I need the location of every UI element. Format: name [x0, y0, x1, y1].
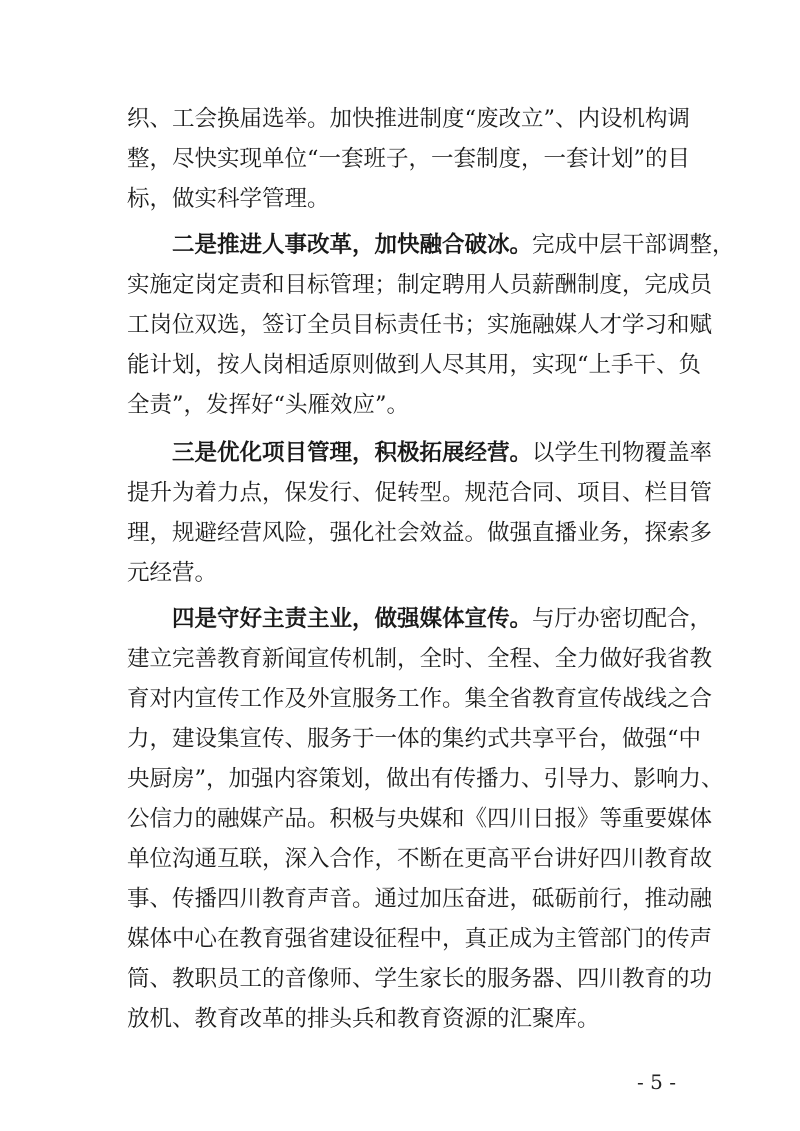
paragraph-heading: 三是优化项目管理，积极拓展经营。 — [172, 440, 533, 466]
paragraph-line: 事、传播四川教育声音。通过加压奋进，砥砺前行，推动融 — [127, 886, 713, 912]
paragraph-line: 工岗位双选，签订全员目标责任书；实施融媒人才学习和赋 — [127, 312, 713, 338]
paragraph-text: 完成中层干部调整， — [532, 232, 735, 258]
paragraph-line: 公信力的融媒产品。积极与央媒和《四川日报》等重要媒体 — [127, 806, 713, 832]
paragraph-line: 元经营。 — [127, 560, 218, 586]
paragraph-line: 育对内宣传工作及外宣服务工作。集全省教育宣传战线之合 — [127, 686, 713, 712]
paragraph-line: 能计划，按人岗相适原则做到人尽其用，实现“上手干、负 — [127, 352, 702, 378]
paragraph-text: 与厅办密切配合， — [532, 606, 713, 632]
paragraph-line: 放机、教育改革的排头兵和教育资源的汇聚库。 — [127, 1006, 600, 1032]
paragraph-line: 标，做实科学管理。 — [127, 186, 330, 212]
paragraph-line: 织、工会换届选举。加快推进制度“废改立”、内设机构调 — [127, 106, 691, 132]
paragraph-heading: 四是守好主责主业，做强媒体宣传。 — [172, 606, 533, 632]
paragraph-heading: 二是推进人事改革，加快融合破冰。 — [172, 232, 533, 258]
paragraph-line: 央厨房”，加强内容策划，做出有传播力、引导力、影响力、 — [127, 766, 724, 792]
paragraph-line: 整，尽快实现单位“一套班子，一套制度，一套计划”的目 — [127, 146, 691, 172]
paragraph-line: 建立完善教育新闻宣传机制，全时、全程、全力做好我省教 — [127, 646, 713, 672]
paragraph-first-line — [172, 228, 735, 262]
paragraph-line: 理，规避经营风险，强化社会效益。做强直播业务，探索多 — [127, 520, 713, 546]
paragraph-text: 以学生刊物覆盖率 — [532, 440, 713, 466]
paragraph-first-line — [172, 436, 713, 470]
paragraph-line: 实施定岗定责和目标管理；制定聘用人员薪酬制度，完成员 — [127, 272, 713, 298]
paragraph-line: 单位沟通互联，深入合作，不断在更高平台讲好四川教育故 — [127, 846, 713, 872]
paragraph-line: 全责”，发挥好“头雁效应”。 — [127, 392, 410, 418]
paragraph-line: 媒体中心在教育强省建设征程中，真正成为主管部门的传声 — [127, 926, 713, 952]
page-number: - 5 - — [637, 1070, 676, 1094]
paragraph-line: 筒、教职员工的音像师、学生家长的服务器、四川教育的功 — [127, 966, 713, 992]
paragraph-first-line — [172, 602, 713, 636]
paragraph-line: 提升为着力点，保发行、促转型。规范合同、项目、栏目管 — [127, 480, 713, 506]
paragraph-line: 力，建设集宣传、服务于一体的集约式共享平台，做强“中 — [127, 726, 702, 752]
